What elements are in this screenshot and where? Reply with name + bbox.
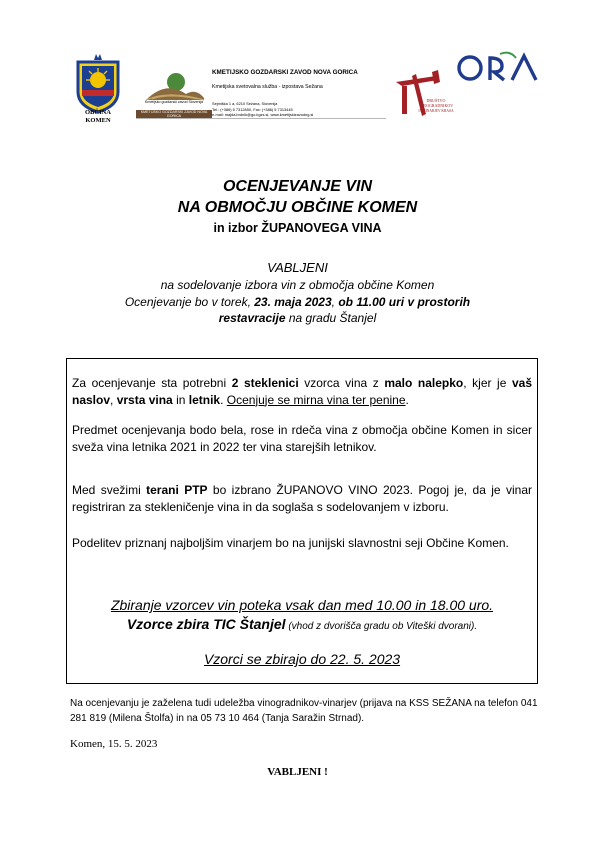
- text-run: Za ocenjevanje sta potrebni: [72, 376, 232, 390]
- text-run: vrsta vina: [116, 392, 173, 407]
- collection-deadline: Vzorci se zbirajo do 22. 5. 2023: [203, 651, 401, 667]
- info-paragraph-awards: Podelitev priznanj najboljšim vinarjem bo na junijski slavnostni seji Občine Komen.: [72, 536, 509, 550]
- kgz-address-line: Sejmiška 1 a, 6210 Sežana, Slovenija: [212, 101, 278, 106]
- kgz-subtitle: Kmetijska svetovalna služba - izpostava Sežana: [212, 84, 323, 90]
- invitation-line3: [0, 311, 595, 325]
- kgz-logo-band: KMETIJSKO GOZDARSKI ZAVOD NOVA GORICA: [136, 110, 212, 118]
- main-title-line3: in izbor ŽUPANOVEGA VINA: [213, 221, 382, 235]
- text-run: terani PTP: [146, 483, 208, 497]
- komen-logo-line1: OBČINA: [84, 109, 111, 116]
- vino-logo-caption-2: VINOGRADNIKOV: [418, 103, 454, 108]
- document-date: Komen, 15. 5. 2023: [70, 738, 158, 750]
- info-paragraph-subject: Predmet ocenjevanja bodo bela, rose in rdeča vina z območja občine Komen in sicer sveža vina letnika 2021 in 2022 ter vina starejših letnikov.: [72, 423, 532, 454]
- inv-text: ,: [331, 295, 339, 309]
- collection-place: [66, 616, 538, 632]
- vino-logo-caption-3: IN VINARJEV KRASA: [418, 109, 454, 113]
- collection-hours: Zbiranje vzorcev vin poteka vsak dan med 10.00 in 18.00 uro.: [110, 597, 494, 613]
- komen-logo-line2: KOMEN: [85, 117, 111, 124]
- text-run: vaš naslov: [72, 376, 533, 407]
- text-run: ,: [110, 392, 117, 407]
- collection-place-note: (vhod z dvorišča gradu ob Viteški dvorani).: [285, 621, 478, 632]
- inv-text: na gradu Štanjel: [285, 311, 377, 325]
- inv-time: ob 11.00 uri v prostorih: [338, 295, 471, 309]
- text-run: , kjer je: [463, 376, 512, 390]
- header-divider: [136, 118, 386, 119]
- participation-note: Na ocenjevanju je zaželena tudi udeležba vinogradnikov-vinarjev (prijava na KSS SEŽANA na telefon 041 281 819 (Milena Štolfa) in na 05 73 10 464 (Tanja Saražin Strnad).: [70, 698, 538, 724]
- vino-logo-caption-1: DRUŠTVO: [426, 98, 446, 103]
- ora-logo: [456, 50, 540, 86]
- text-run: .: [220, 392, 227, 407]
- text-run: 2 steklenici: [231, 376, 299, 390]
- text-run: letnik: [188, 392, 221, 407]
- vinogradniki-logo: [392, 68, 458, 120]
- collection-place-main: Vzorce zbira TIC Štanjel: [126, 616, 286, 632]
- closing-invitation: VABLJENI !: [267, 766, 328, 778]
- kgz-address-line: e-mail: majda.brdnik@go.kgzs.si, www.kmetijskizavodng.si: [212, 112, 314, 118]
- text-run: Ocenjuje se mirna vina ter penine: [226, 392, 406, 407]
- komen-logo-text: [70, 109, 126, 125]
- main-title-line1: OCENJEVANJE VIN: [222, 178, 373, 195]
- kgz-title: KMETIJSKO GOZDARSKI ZAVOD NOVA GORICA: [212, 69, 358, 76]
- kgz-logo-caption: Kmetijsko gozdarski zavod Slovenija: [144, 100, 204, 104]
- invitation-line1: na sodelovanje izbora vin z območja občine Komen: [160, 278, 435, 292]
- text-run: Med svežimi: [72, 483, 147, 497]
- text-run: in: [172, 392, 189, 407]
- inv-venue: restavracije: [218, 311, 286, 325]
- text-run: bo izbrano ŽUPANOVO VINO 2023. Pogoj je, da je vinar registriran za stekleničenje vina in da soglaša s sodelovanjem v izboru.: [72, 483, 532, 514]
- text-run: malo nalepko: [384, 376, 464, 390]
- invitation-heading: VABLJENI: [267, 260, 328, 275]
- kgz-address: [212, 101, 313, 118]
- inv-date: 23. maja 2023: [254, 295, 332, 309]
- invitation-line2: [0, 295, 595, 309]
- info-paragraph-requirements: [72, 375, 532, 408]
- inv-text: Ocenjevanje bo v torek,: [124, 295, 255, 309]
- main-title-line2: NA OBMOČJU OBČINE KOMEN: [177, 199, 418, 216]
- kgz-address-line: Tel.: (+386) 5 7312850, Fax: (+386) 5 7313445: [212, 106, 293, 112]
- text-run: .: [405, 392, 409, 407]
- info-paragraph-teran: [72, 482, 532, 515]
- text-run: vzorca vina z: [298, 376, 385, 390]
